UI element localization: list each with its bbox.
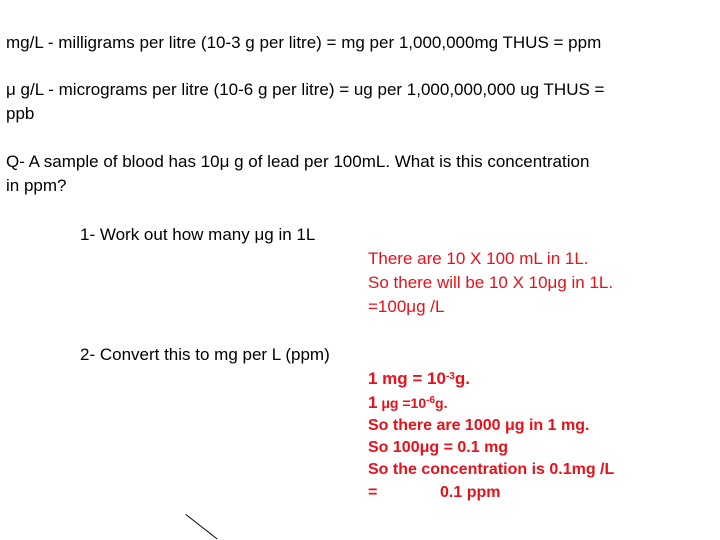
ug-to-mg-result: So 100μg = 0.1 mg (368, 439, 509, 456)
question-line1: Q- A sample of blood has 10μ g of lead per 100mL. What is this concentration (6, 152, 590, 171)
ppb-definition-line2: ppb (6, 104, 35, 123)
mg-conversion: 1 mg = $10^{-3}g$. (368, 369, 470, 388)
step1-answer-line1: There are 10 X 100 mL in 1L. (368, 249, 589, 268)
ppb-definition-line1: μ g/L - micrograms per litre (10-6 g per litre) = ug per 1,000,000,000 ug THUS = (6, 80, 605, 99)
ppm-definition: mg/L - milligrams per litre (10-3 g per litre) = mg per 1,000,000mg THUS = ppm (6, 33, 602, 52)
concentration-mg-per-l: So the concentration is 0.1mg /L (368, 461, 615, 478)
step1-label: 1- Work out how many μg in 1L (80, 225, 316, 244)
diagonal-line (185, 514, 217, 540)
step1-answer-line3: =100μg /L (368, 297, 445, 316)
ug-per-mg: So there are 1000 μg in 1 mg. (368, 417, 590, 434)
step2-label: 2- Convert this to mg per L (ppm) (80, 345, 330, 364)
final-equals: = (368, 484, 378, 501)
final-answer-ppm: 0.1 ppm (440, 484, 501, 501)
ug-conversion: 1 $\mu g =10^{-6}g$. (368, 393, 448, 412)
step1-answer-line2: So there will be 10 X 10μg in 1L. (368, 273, 614, 292)
question-line2: in ppm? (6, 176, 67, 195)
